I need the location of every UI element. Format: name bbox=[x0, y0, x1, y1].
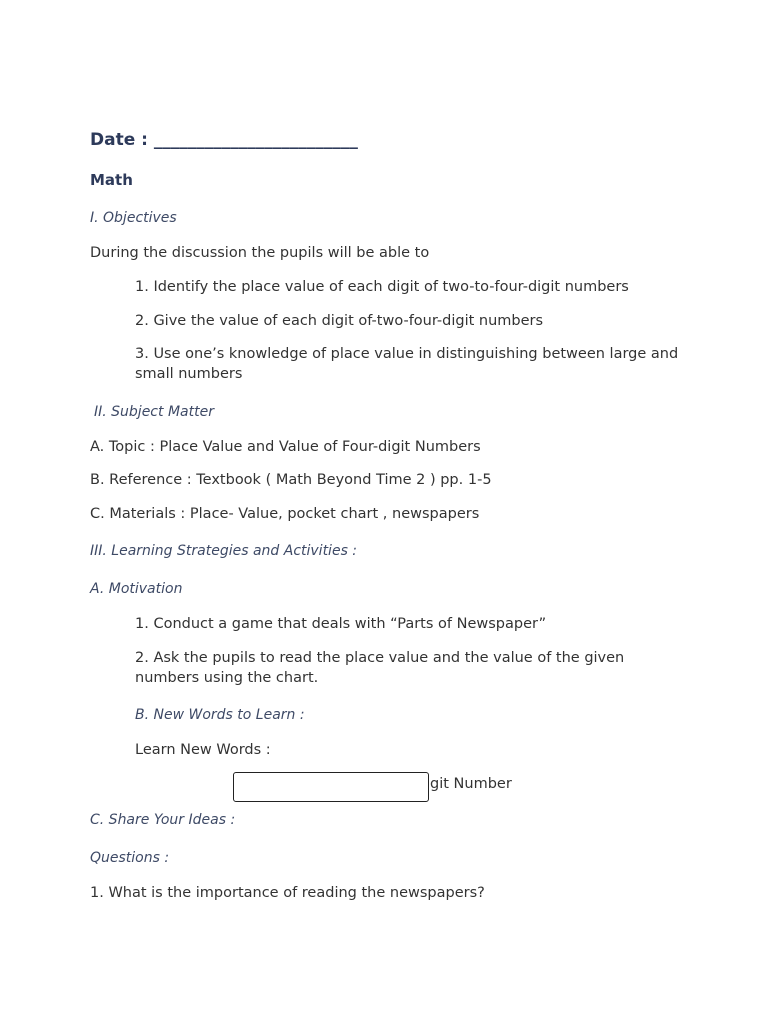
date-line: Date : ________________________ bbox=[90, 130, 358, 150]
objective-item: 3. Use one’s knowledge of place value in distinguishing between large and small numbers bbox=[135, 346, 679, 382]
subject-matter-heading: II. Subject Matter bbox=[94, 404, 214, 420]
strategies-heading: III. Learning Strategies and Activities : bbox=[90, 543, 358, 559]
reference-line: B. Reference : Textbook ( Math Beyond Time 2 ) pp. 1-5 bbox=[90, 472, 492, 488]
objective-item: 1. Identify the place value of each digit of two-to-four-digit numbers bbox=[135, 279, 629, 295]
subject-title: Math bbox=[90, 171, 133, 189]
word-text-fragment: git Number bbox=[430, 776, 512, 792]
objective-item: 2. Give the value of each digit of-two-four-digit numbers bbox=[135, 313, 544, 329]
share-ideas-heading: C. Share Your Ideas : bbox=[90, 812, 236, 828]
materials-line: C. Materials : Place- Value, pocket chart , newspapers bbox=[90, 506, 480, 522]
new-words-heading: B. New Words to Learn : bbox=[135, 707, 305, 723]
question-item: 1. What is the importance of reading the newspapers? bbox=[90, 885, 485, 901]
word-text-box[interactable] bbox=[233, 772, 429, 802]
objectives-intro: During the discussion the pupils will be able to bbox=[90, 245, 430, 261]
topic-line: A. Topic : Place Value and Value of Four-digit Numbers bbox=[90, 439, 481, 455]
motivation-item: 2. Ask the pupils to read the place value and the value of the given numbers using the chart. bbox=[135, 650, 625, 686]
motivation-item: 1. Conduct a game that deals with “Parts of Newspaper” bbox=[135, 616, 547, 632]
motivation-heading: A. Motivation bbox=[90, 581, 183, 597]
questions-heading: Questions : bbox=[90, 850, 170, 866]
learn-new-words-label: Learn New Words : bbox=[135, 742, 271, 758]
objectives-heading: I. Objectives bbox=[90, 210, 177, 226]
